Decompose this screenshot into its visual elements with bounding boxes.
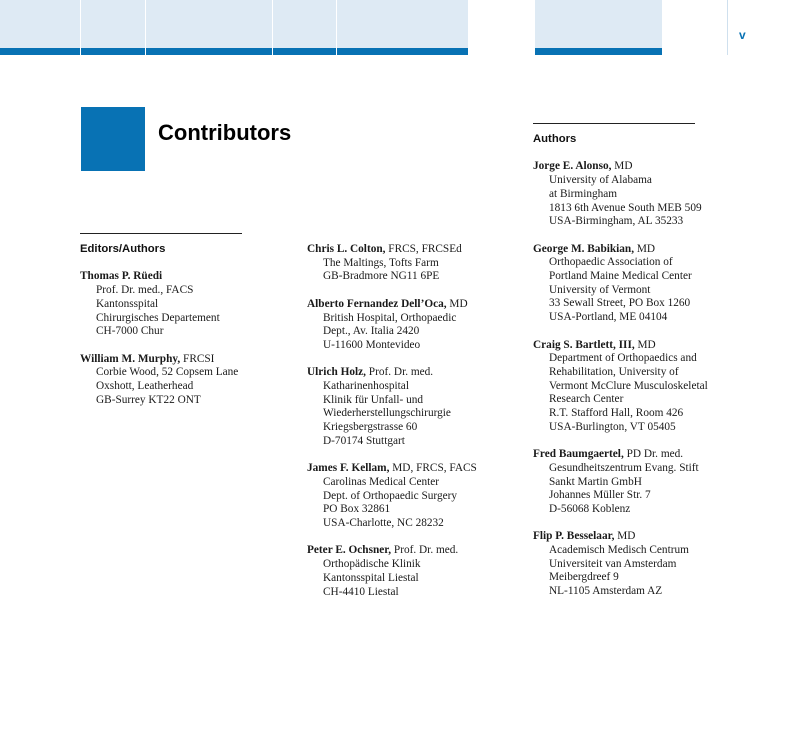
address-line: Kantonsspital [96,297,159,310]
contributor-credentials: MD, FRCS, FACS [389,462,477,475]
address-line: D-70174 Stuttgart [323,434,405,447]
address-line: Gesundheitszentrum Evang. Stift [549,461,699,474]
address-line: D-56068 Koblenz [549,502,631,515]
address-line: Vermont McClure Musculoskeletal [549,379,708,392]
address-line: Johannes Müller Str. 7 [549,489,651,502]
column-editors [80,233,300,421]
address-line: Academisch Medisch Centrum [549,544,689,557]
contributor-credentials: FRCSI [180,352,215,365]
address-line: Sankt Martin GmbH [549,475,642,488]
contributor-name: Chris L. Colton, [307,243,386,255]
address-line: R.T. Stafford Hall, Room 426 [549,407,684,420]
header-tab [273,0,336,55]
header-tab [0,0,80,55]
contributor-entry [307,366,527,448]
address-line: GB-Surrey KT22 ONT [96,393,201,406]
address-line: Dept., Av. Italia 2420 [323,325,420,338]
address-line: USA-Charlotte, NC 28232 [323,517,444,530]
contributor-credentials: PD Dr. med. [623,448,684,461]
address-line: Universiteit van Amsterdam [549,557,677,570]
address-line: GB-Bradmore NG11 6PE [323,270,440,283]
contributor-credentials: MD [446,297,468,310]
contributor-credentials: MD [611,160,633,173]
address-line: University of Alabama [549,174,652,187]
address-line: Research Center [549,393,624,406]
address-line: USA-Birmingham, AL 35233 [549,215,684,228]
contributor-entry [80,270,300,339]
column-authors [533,123,773,613]
contributor-entry [533,448,773,517]
address-line: Kriegsbergstrasse 60 [323,421,418,434]
address-line: 33 Sewall Street, PO Box 1260 [549,297,691,310]
header-divider [727,0,728,55]
header-tab [81,0,145,55]
section-rule [80,233,242,234]
address-line: NL-1105 Amsterdam AZ [549,585,663,598]
address-line: Wiederherstellungschirurgie [323,407,451,420]
section-heading: Editors/Authors [80,243,166,255]
column-authors-middle [307,243,527,613]
address-line: CH-7000 Chur [96,325,164,338]
contributor-entry [533,339,773,435]
contributor-name: Jorge E. Alonso, [533,160,612,173]
chapter-marker [81,107,145,171]
section-rule [533,123,695,124]
contributor-name: James F. Kellam, [307,462,390,475]
address-line: USA-Portland, ME 04104 [549,311,668,324]
contributor-credentials: FRCS, FRCSEd [385,243,462,255]
contributor-credentials: Prof. Dr. med. [365,366,434,379]
address-line: Rehabilitation, University of [549,365,679,378]
address-line: U-11600 Montevideo [323,338,421,351]
contributor-entry [307,544,527,599]
header-tab [146,0,272,55]
page-title: Contributors [158,120,292,145]
contributor-entry [533,160,773,229]
contributor-entry [533,530,773,599]
contributor-name: Thomas P. Rüedi [80,270,163,283]
contributor-name: Peter E. Ochsner, [307,544,392,557]
address-line: University of Vermont [549,283,651,296]
contributor-name: Craig S. Bartlett, III, [533,338,635,351]
header-tab [535,0,662,55]
contributor-entry [307,298,527,353]
address-line: 1813 6th Avenue South MEB 509 [549,201,702,214]
contributor-entry [307,243,527,284]
contributor-credentials: MD [614,530,636,543]
contributor-name: William M. Murphy, [80,352,181,365]
address-line: Meibergdreef 9 [549,571,619,584]
contributor-entry [533,243,773,325]
address-line: PO Box 32861 [323,503,391,516]
contributor-entry [80,353,300,408]
contributor-name: Fred Baumgaertel, [533,448,624,461]
address-line: Corbie Wood, 52 Copsem Lane [96,366,239,379]
header-tab [337,0,468,55]
address-line: Department of Orthopaedics and [549,352,697,365]
contributor-credentials: MD [634,242,656,255]
address-line: Katharinenhospital [323,380,409,392]
contributor-credentials: Prof. Dr. med. [391,544,459,557]
address-line: Klinik für Unfall- und [323,393,424,406]
contributor-name: Ulrich Holz, [307,366,366,379]
contributor-credentials: MD [634,338,656,351]
address-line: Orthopaedic Association of [549,256,673,269]
address-line: at Birmingham [549,187,618,200]
contributor-name: Alberto Fernandez Dell’Oca, [307,297,447,310]
contributor-name: Flip P. Besselaar, [533,530,615,543]
address-line: CH-4410 Liestal [323,585,399,598]
address-line: Oxshott, Leatherhead [96,380,194,392]
address-line: Orthopädische Klinik [323,558,421,571]
address-line: British Hospital, Orthopaedic [323,311,457,324]
address-line: Carolinas Medical Center [323,475,440,488]
address-line: USA-Burlington, VT 05405 [549,420,676,433]
contributor-entry [307,462,527,531]
contributor-name: George M. Babikian, [533,242,635,255]
address-line: Portland Maine Medical Center [549,270,692,282]
address-line: Kantonsspital Liestal [323,571,419,584]
page-number: v [739,28,746,42]
section-heading: Authors [533,133,577,145]
address-line: Chirurgisches Departement [96,311,220,324]
address-line: Dept. of Orthopaedic Surgery [323,489,458,502]
address-line: The Maltings, Tofts Farm [323,256,439,269]
address-line: Prof. Dr. med., FACS [96,284,194,297]
